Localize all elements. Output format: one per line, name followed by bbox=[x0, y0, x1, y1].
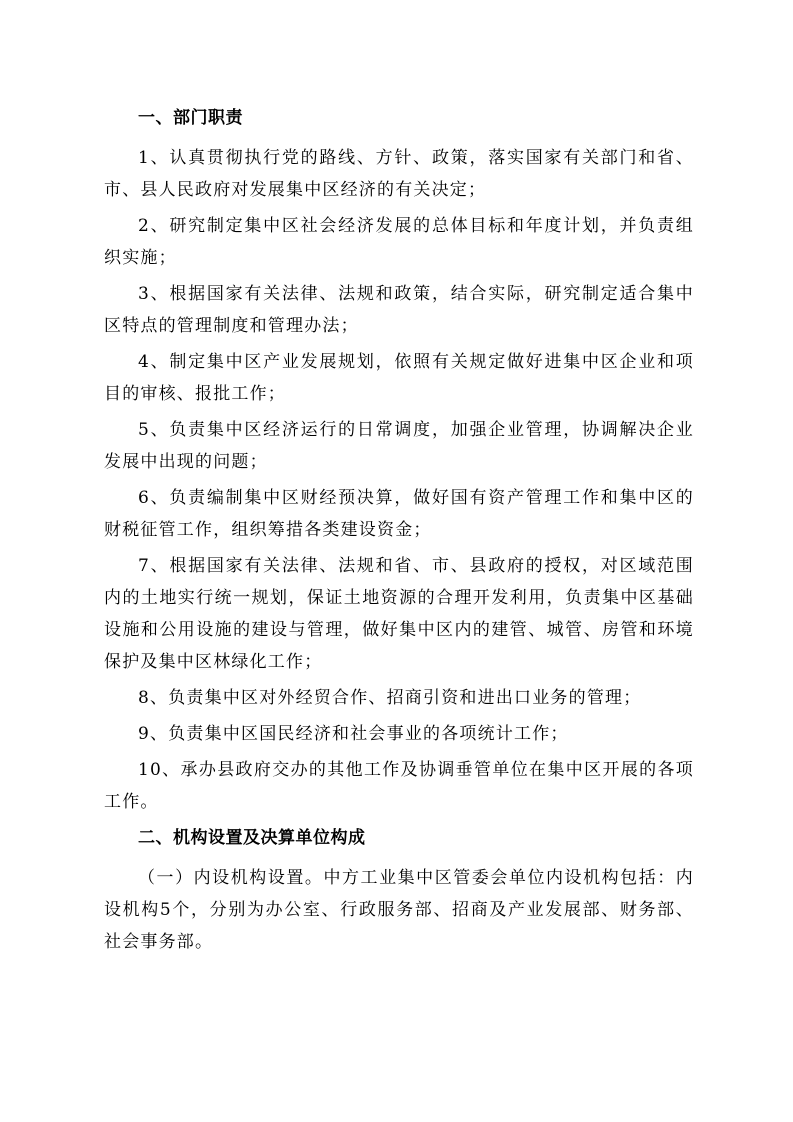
structure-item-1: （一）内设机构设置。中方工业集中区管委会单位内设机构包括：内设机构5个，分别为办公室、行政服务部、招商及产业发展部、财务部、社会事务部。 bbox=[104, 868, 694, 952]
document-body bbox=[104, 106, 694, 962]
section-heading-duties: 一、部门职责 bbox=[138, 108, 243, 128]
duty-item-9: 9、负责集中区国民经济和社会事业的各项统计工作； bbox=[138, 724, 569, 744]
duty-item-5: 5、负责集中区经济运行的日常调度，加强企业管理，协调解决企业发展中出现的问题； bbox=[104, 420, 694, 472]
duty-item-1: 1、认真贯彻执行党的路线、方针、政策，落实国家有关部门和省、市、县人民政府对发展集中区经济的有关决定； bbox=[104, 148, 694, 200]
duty-item-2: 2、研究制定集中区社会经济发展的总体目标和年度计划，并负责组织实施； bbox=[104, 216, 694, 268]
section-heading-structure: 二、机构设置及决算单位构成 bbox=[138, 828, 366, 848]
duty-item-3: 3、根据国家有关法律、法规和政策，结合实际，研究制定适合集中区特点的管理制度和管理办法； bbox=[104, 284, 694, 336]
duty-item-10: 10、承办县政府交办的其他工作及协调垂管单位在集中区开展的各项工作。 bbox=[104, 760, 694, 812]
duty-item-6: 6、负责编制集中区财经预决算，做好国有资产管理工作和集中区的财税征管工作，组织筹措各类建设资金； bbox=[104, 488, 694, 540]
duty-item-8: 8、负责集中区对外经贸合作、招商引资和进出口业务的管理； bbox=[138, 688, 642, 708]
duty-item-4: 4、制定集中区产业发展规划，依照有关规定做好进集中区企业和项目的审核、报批工作； bbox=[104, 352, 694, 404]
duty-item-7: 7、根据国家有关法律、法规和省、市、县政府的授权，对区域范围内的土地实行统一规划，保证土地资源的合理开发利用，负责集中区基础设施和公用设施的建设与管理，做好集中区内的建管、城管、房管和环境保护及集中区林绿化工作； bbox=[104, 556, 694, 672]
